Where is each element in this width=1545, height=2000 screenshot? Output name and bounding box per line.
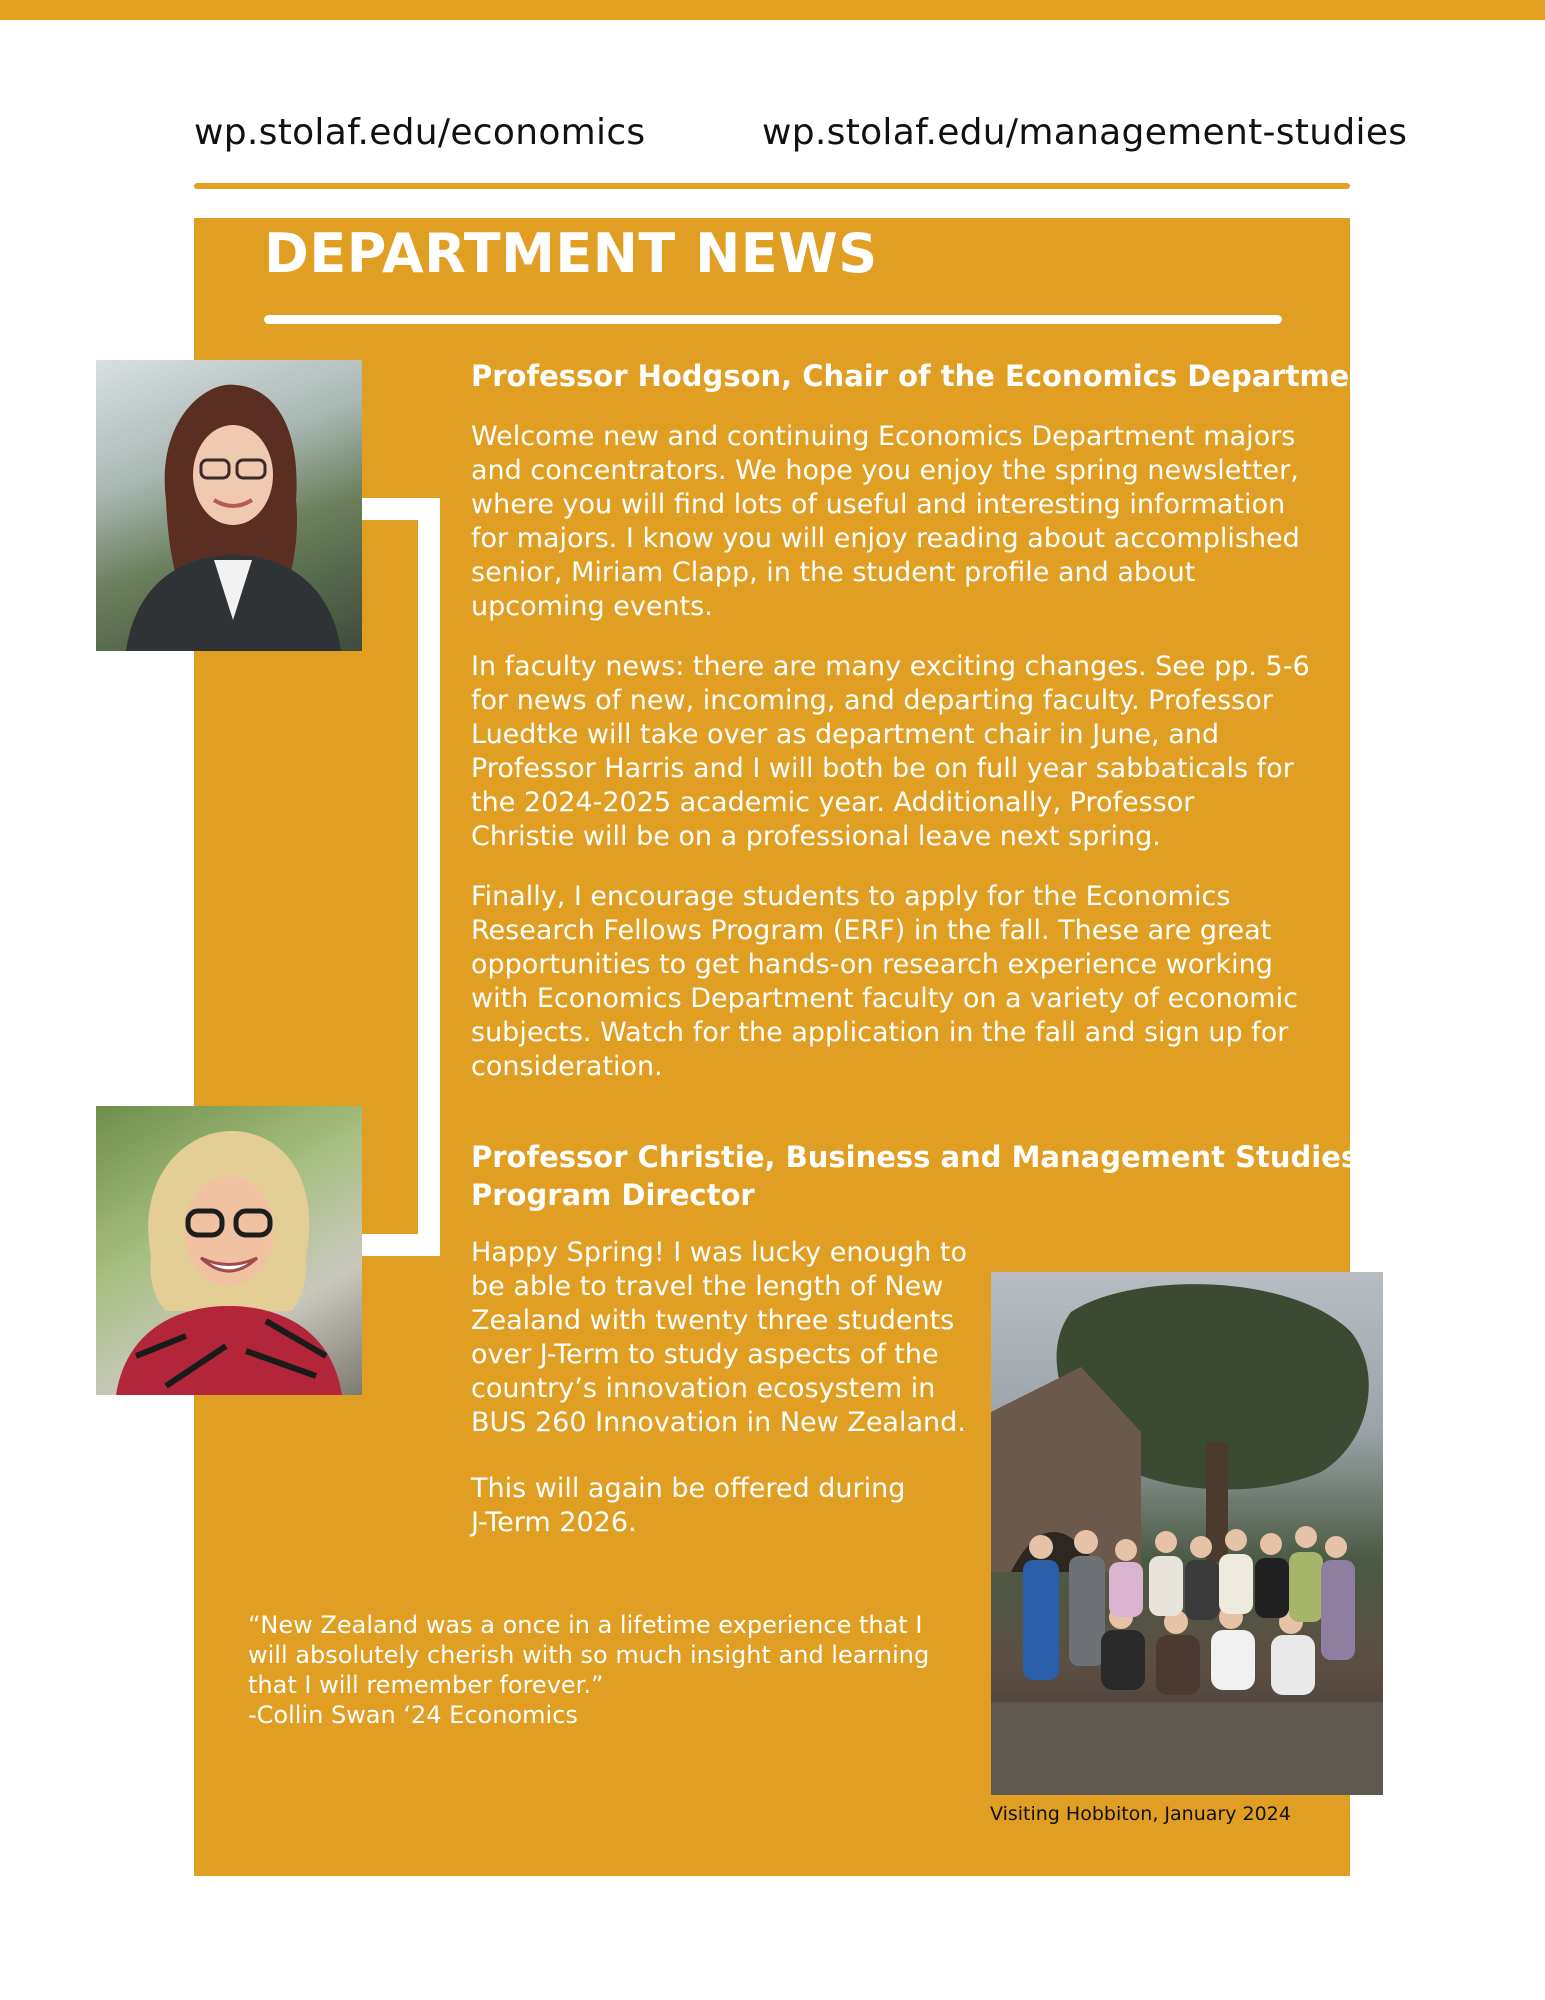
- hodgson-name-heading: Professor Hodgson, Chair of the Economics Department: [471, 359, 1384, 393]
- economics-url[interactable]: wp.stolaf.edu/economics: [194, 112, 646, 153]
- christie-name-heading-line2: Program Director: [471, 1178, 755, 1212]
- hobbiton-group-photo: [991, 1272, 1383, 1795]
- hodgson-paragraph-2: In faculty news: there are many exciting changes. See pp. 5-6 for news of new, incoming, and departing faculty. Professor Luedtke will take over as department chair in June, and Professor Harris and I will both be on full year sabbaticals for the 2024-2025 academic year. Additionally, Professor Christie will be on a professional leave next spring.: [471, 651, 1310, 852]
- christie-name-heading-line1: Professor Christie, Business and Management Studies: [471, 1140, 1359, 1174]
- group-photo-illustration-icon: [991, 1272, 1383, 1795]
- top-accent-bar: [0, 0, 1545, 20]
- hodgson-paragraph-1: Welcome new and continuing Economics Department majors and concentrators. We hope you enjoy the spring newsletter, where you will find lots of useful and interesting information for majors. I know you will enjoy reading about accomplished senior, Miriam Clapp, in the student profile and about upcoming events.: [471, 421, 1300, 622]
- christie-paragraph-1: Happy Spring! I was lucky enough to be able to travel the length of New Zealand with twenty three students over J-Term to study aspects of the country’s innovation ecosystem in BUS 260 Innovation in New Zealand.: [471, 1237, 968, 1438]
- hodgson-paragraph-3: Finally, I encourage students to apply for the Economics Research Fellows Program (ERF) in the fall. These are great opportunities to get hands-on research experience working with Economics Department faculty on a variety of economic subjects. Watch for the application in the fall and sign up for consideration.: [471, 881, 1298, 1082]
- portrait-illustration-icon: [96, 1106, 362, 1395]
- photo-connector-bracket: [362, 484, 452, 1270]
- header-divider: [194, 183, 1350, 189]
- christie-portrait-photo: [96, 1106, 362, 1395]
- section-title-underline: [264, 315, 1282, 324]
- management-studies-url[interactable]: wp.stolaf.edu/management-studies: [762, 112, 1408, 153]
- student-quote: “New Zealand was a once in a lifetime experience that I will absolutely cherish with so much insight and learning that I will remember forever.” -Collin Swan ‘24 Economics: [248, 1611, 930, 1729]
- section-title: DEPARTMENT NEWS: [264, 222, 878, 285]
- christie-paragraph-2: This will again be offered during J-Term 2026.: [471, 1473, 906, 1538]
- hodgson-portrait-photo: [96, 360, 362, 651]
- portrait-illustration-icon: [96, 360, 362, 651]
- group-photo-caption: Visiting Hobbiton, January 2024: [990, 1803, 1291, 1825]
